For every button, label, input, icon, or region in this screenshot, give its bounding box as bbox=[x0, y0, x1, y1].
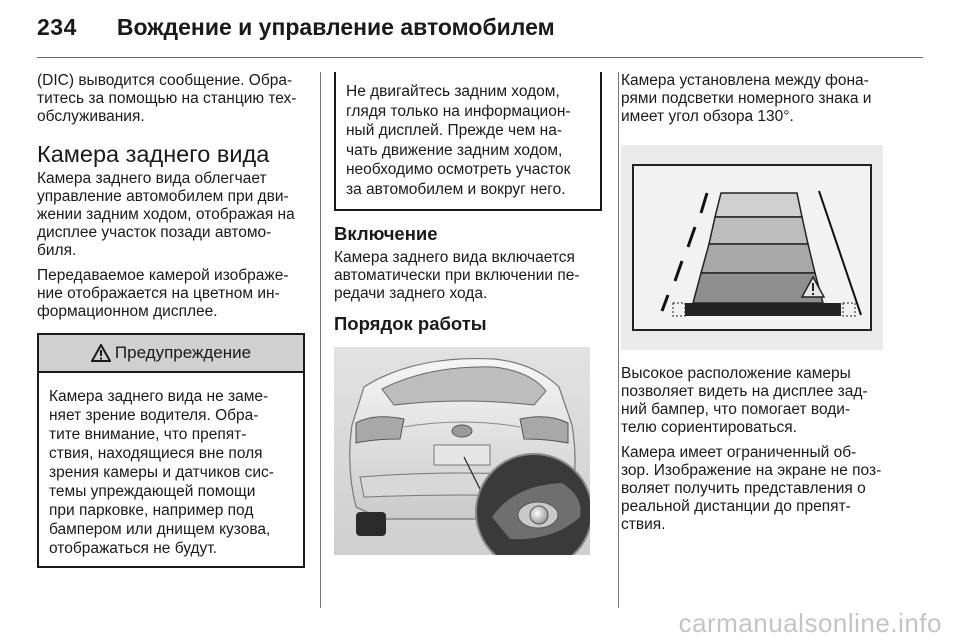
column-3 bbox=[621, 72, 907, 541]
paragraph: Камера заднего вида облегчает управление автомобилем при дви- жении задним ходом, отображая на дисплее участок позади автомо- биля. bbox=[37, 170, 295, 259]
warning-header bbox=[39, 333, 303, 373]
paragraph: Передаваемое камерой изображе- ние отображается на цветном ин- формационном дисплее. bbox=[37, 267, 289, 320]
watermark: carmanualsonline.info bbox=[678, 608, 942, 638]
caution-box: Не двигайтесь задним ходом, глядя только на информацион- ный дисплей. Прежде чем на- чать движение задним ходом, необходимо осмотреть участок за автомобилем и вокруг него. bbox=[334, 72, 602, 211]
warning-text: Камера заднего вида не заме- няет зрение водителя. Обра- тите внимание, что препят- ствия, находящиеся вне поля зрения камеры и датчиков сис- темы упреждающей помощи при парковке, например под бампером или днищем кузова, отображаться не будут. bbox=[49, 388, 274, 557]
page-header bbox=[37, 7, 555, 47]
paragraph: Камера установлена между фона- рями подсветки номерного знака и имеет угол обзора 130°. bbox=[621, 72, 872, 125]
warning-title: Предупреждение bbox=[114, 343, 252, 362]
intro-text: (DIC) выводится сообщение. Обра- титесь за помощью на станцию тех- обслуживания. bbox=[37, 72, 297, 125]
car-rear-camera-illustration bbox=[334, 347, 590, 555]
column-divider bbox=[618, 72, 619, 608]
page-number: 234 bbox=[37, 13, 77, 40]
section-heading-rear-camera: Камера заднего вида bbox=[37, 141, 270, 167]
camera-display-illustration bbox=[621, 145, 883, 350]
column-divider bbox=[320, 72, 321, 608]
header-rule bbox=[37, 57, 923, 58]
warning-triangle-icon bbox=[91, 344, 111, 362]
running-title: Вождение и управление автомобилем bbox=[116, 13, 555, 40]
column-2 bbox=[334, 72, 602, 560]
paragraph: Высокое расположение камеры позволяет видеть на дисплее зад- ний бампер, что помогает води- телю сориентироваться. bbox=[621, 365, 868, 436]
warning-box bbox=[37, 333, 305, 568]
column-1 bbox=[37, 72, 305, 568]
section-heading-activation: Включение bbox=[334, 223, 438, 244]
paragraph: Камера заднего вида включается автоматически при включении пе- редачи заднего хода. bbox=[334, 249, 580, 302]
paragraph: Камера имеет ограниченный об- зор. Изображение на экране не поз- воляет получить представления о реальной дистанции до препят- ствия. bbox=[621, 444, 882, 533]
section-heading-operation: Порядок работы bbox=[334, 313, 487, 334]
